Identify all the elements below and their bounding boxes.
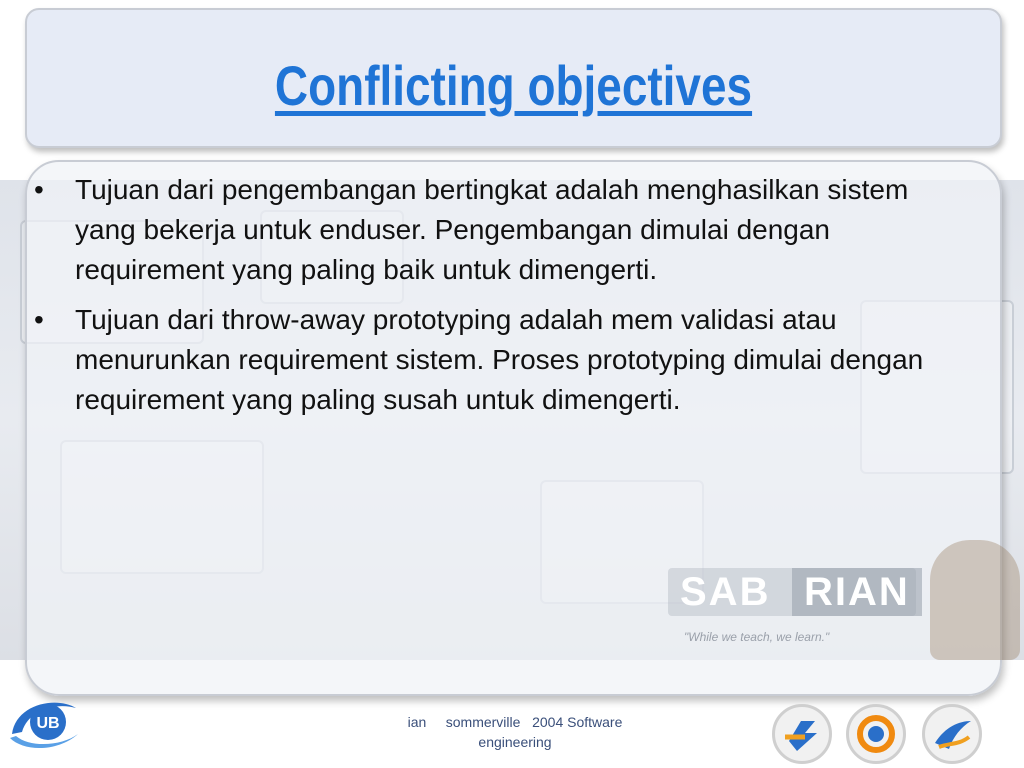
ub-logo-text: UB: [36, 715, 60, 732]
bullet-item: [34, 300, 964, 420]
informatika-icon: [775, 707, 829, 761]
bullet-text: Tujuan dari throw-away prototyping adalah mem validasi atau menurunkan requirement sistem. Proses prototyping dimulai dengan requirement yang paling susah untuk dimengerti.: [75, 304, 924, 415]
watermark-brand-part1: SAB: [680, 570, 771, 614]
watermark-logo: [668, 568, 916, 616]
teknik-komputer-icon: [925, 707, 979, 761]
sistem-informasi-badge: [846, 704, 906, 764]
watermark-brand-part2: RIAN: [792, 568, 922, 616]
bullet-dot: •: [34, 174, 44, 205]
bullet-list: [34, 170, 964, 430]
footer-line-1: ian sommerville 2004 Software: [407, 714, 623, 730]
watermark-tagline: "While we teach, we learn.": [684, 630, 830, 644]
footer-line-2: engineering: [478, 734, 552, 750]
teknik-komputer-badge: [922, 704, 982, 764]
bullet-text: Tujuan dari pengembangan bertingkat adalah menghasilkan sistem yang bekerja untuk enduser. Pengembangan dimulai dengan requirement yang paling baik untuk dimengerti.: [75, 174, 909, 285]
title-box: [25, 8, 1002, 148]
bullet-dot: •: [34, 304, 44, 335]
footer-text: [370, 712, 660, 752]
slide-title: Conflicting objectives: [274, 54, 753, 117]
mascot-image: [930, 540, 1020, 660]
informatika-ub-badge: [772, 704, 832, 764]
ub-logo: [6, 694, 84, 754]
bullet-item: [34, 170, 964, 290]
sistem-informasi-icon: [849, 707, 903, 761]
